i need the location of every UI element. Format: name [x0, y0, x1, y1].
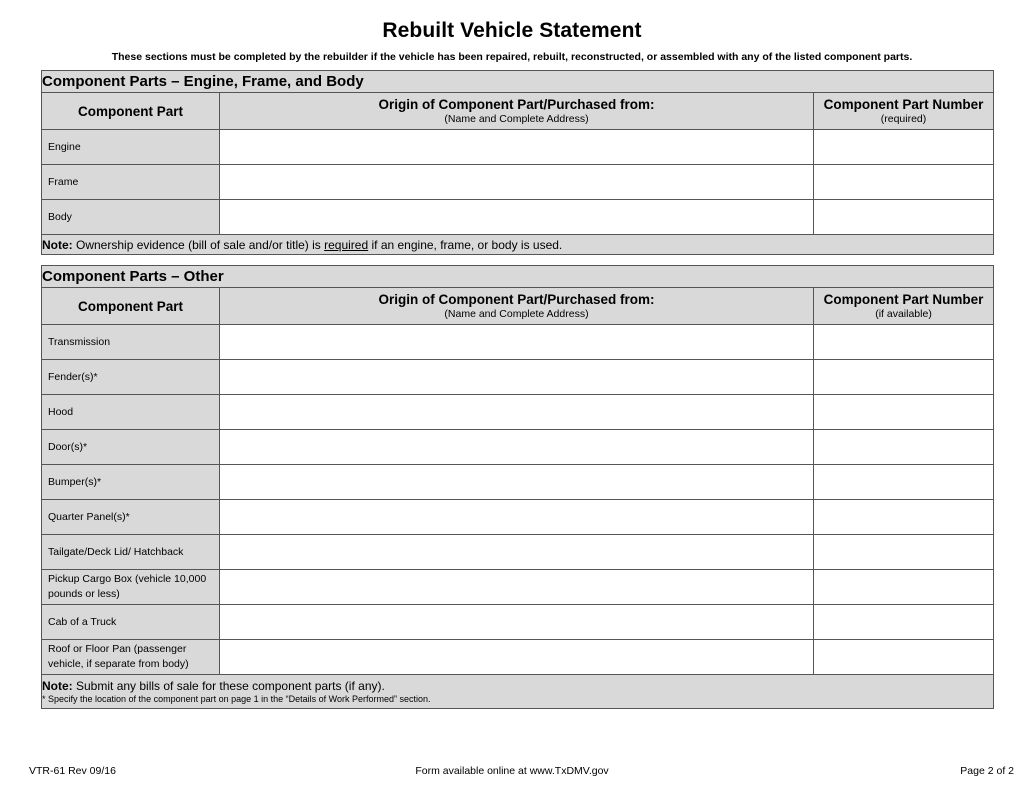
page-number: Page 2 of 2: [960, 765, 1014, 777]
row-label-quarter-panels: Quarter Panel(s)*: [42, 500, 220, 535]
row-label-doors: Door(s)*: [42, 430, 220, 465]
table-row: [42, 130, 994, 165]
part-number-field-roof-floor-pan[interactable]: [814, 640, 994, 675]
part-number-field-fenders[interactable]: [814, 360, 994, 395]
bill-of-sale-note: Note: Submit any bills of sale for these component parts (if any). * Specify the location of the component part on page 1 in the “Details of Work Performed” section.: [42, 675, 994, 709]
origin-field-frame[interactable]: [220, 165, 814, 200]
table-row: [42, 395, 994, 430]
part-number-field-body[interactable]: [814, 200, 994, 235]
ownership-note: Note: Ownership evidence (bill of sale and/or title) is required if an engine, frame, or body is used.: [42, 235, 994, 255]
row-label-engine: Engine: [42, 130, 220, 165]
footnote: * Specify the location of the component part on page 1 in the “Details of Work Performed” section.: [42, 694, 431, 704]
other-parts-table: [41, 265, 994, 709]
online-link-text: Form available online at www.TxDMV.gov: [415, 765, 609, 777]
origin-field-fenders[interactable]: [220, 360, 814, 395]
table-row: [42, 570, 994, 605]
origin-field-doors[interactable]: [220, 430, 814, 465]
part-number-field-doors[interactable]: [814, 430, 994, 465]
row-label-tailgate: Tailgate/Deck Lid/ Hatchback: [42, 535, 220, 570]
origin-field-bumpers[interactable]: [220, 465, 814, 500]
part-number-field-quarter-panels[interactable]: [814, 500, 994, 535]
table-row: [42, 430, 994, 465]
part-number-field-hood[interactable]: [814, 395, 994, 430]
row-label-cab: Cab of a Truck: [42, 605, 220, 640]
row-label-roof-floor-pan: Roof or Floor Pan (passenger vehicle, if separate from body): [42, 640, 220, 675]
section-heading: Component Parts – Other: [42, 266, 994, 288]
table-row: [42, 500, 994, 535]
part-number-field-tailgate[interactable]: [814, 535, 994, 570]
form-id: VTR-61 Rev 09/16: [29, 765, 116, 777]
part-number-field-bumpers[interactable]: [814, 465, 994, 500]
column-header-component-part: Component Part: [42, 288, 220, 325]
origin-field-tailgate[interactable]: [220, 535, 814, 570]
column-header-origin: Origin of Component Part/Purchased from: (Name and Complete Address): [220, 93, 814, 130]
table-row: [42, 465, 994, 500]
engine-frame-body-table: [41, 70, 994, 255]
origin-field-quarter-panels[interactable]: [220, 500, 814, 535]
table-row: [42, 640, 994, 675]
row-label-fenders: Fender(s)*: [42, 360, 220, 395]
origin-field-engine[interactable]: [220, 130, 814, 165]
table-row: [42, 165, 994, 200]
instructions: These sections must be completed by the rebuilder if the vehicle has been repaired, rebuilt, reconstructed, or assembled with any of the listed component parts.: [111, 51, 913, 63]
part-number-field-pickup-cargo-box[interactable]: [814, 570, 994, 605]
row-label-bumpers: Bumper(s)*: [42, 465, 220, 500]
column-header-part-number: Component Part Number (if available): [814, 288, 994, 325]
part-number-field-frame[interactable]: [814, 165, 994, 200]
origin-field-hood[interactable]: [220, 395, 814, 430]
row-label-transmission: Transmission: [42, 325, 220, 360]
table-row: [42, 325, 994, 360]
section-heading: Component Parts – Engine, Frame, and Body: [42, 71, 994, 93]
part-number-field-engine[interactable]: [814, 130, 994, 165]
table-row: [42, 200, 994, 235]
table-row: [42, 605, 994, 640]
column-header-component-part: Component Part: [42, 93, 220, 130]
origin-field-transmission[interactable]: [220, 325, 814, 360]
page-title: Rebuilt Vehicle Statement: [382, 19, 642, 42]
row-label-pickup-cargo-box: Pickup Cargo Box (vehicle 10,000 pounds or less): [42, 570, 220, 605]
table-row: [42, 535, 994, 570]
part-number-field-cab[interactable]: [814, 605, 994, 640]
part-number-field-transmission[interactable]: [814, 325, 994, 360]
row-label-frame: Frame: [42, 165, 220, 200]
origin-field-cab[interactable]: [220, 605, 814, 640]
origin-field-pickup-cargo-box[interactable]: [220, 570, 814, 605]
column-header-part-number: Component Part Number (required): [814, 93, 994, 130]
origin-field-roof-floor-pan[interactable]: [220, 640, 814, 675]
origin-field-body[interactable]: [220, 200, 814, 235]
column-header-origin: Origin of Component Part/Purchased from: (Name and Complete Address): [220, 288, 814, 325]
table-row: [42, 360, 994, 395]
row-label-hood: Hood: [42, 395, 220, 430]
row-label-body: Body: [42, 200, 220, 235]
